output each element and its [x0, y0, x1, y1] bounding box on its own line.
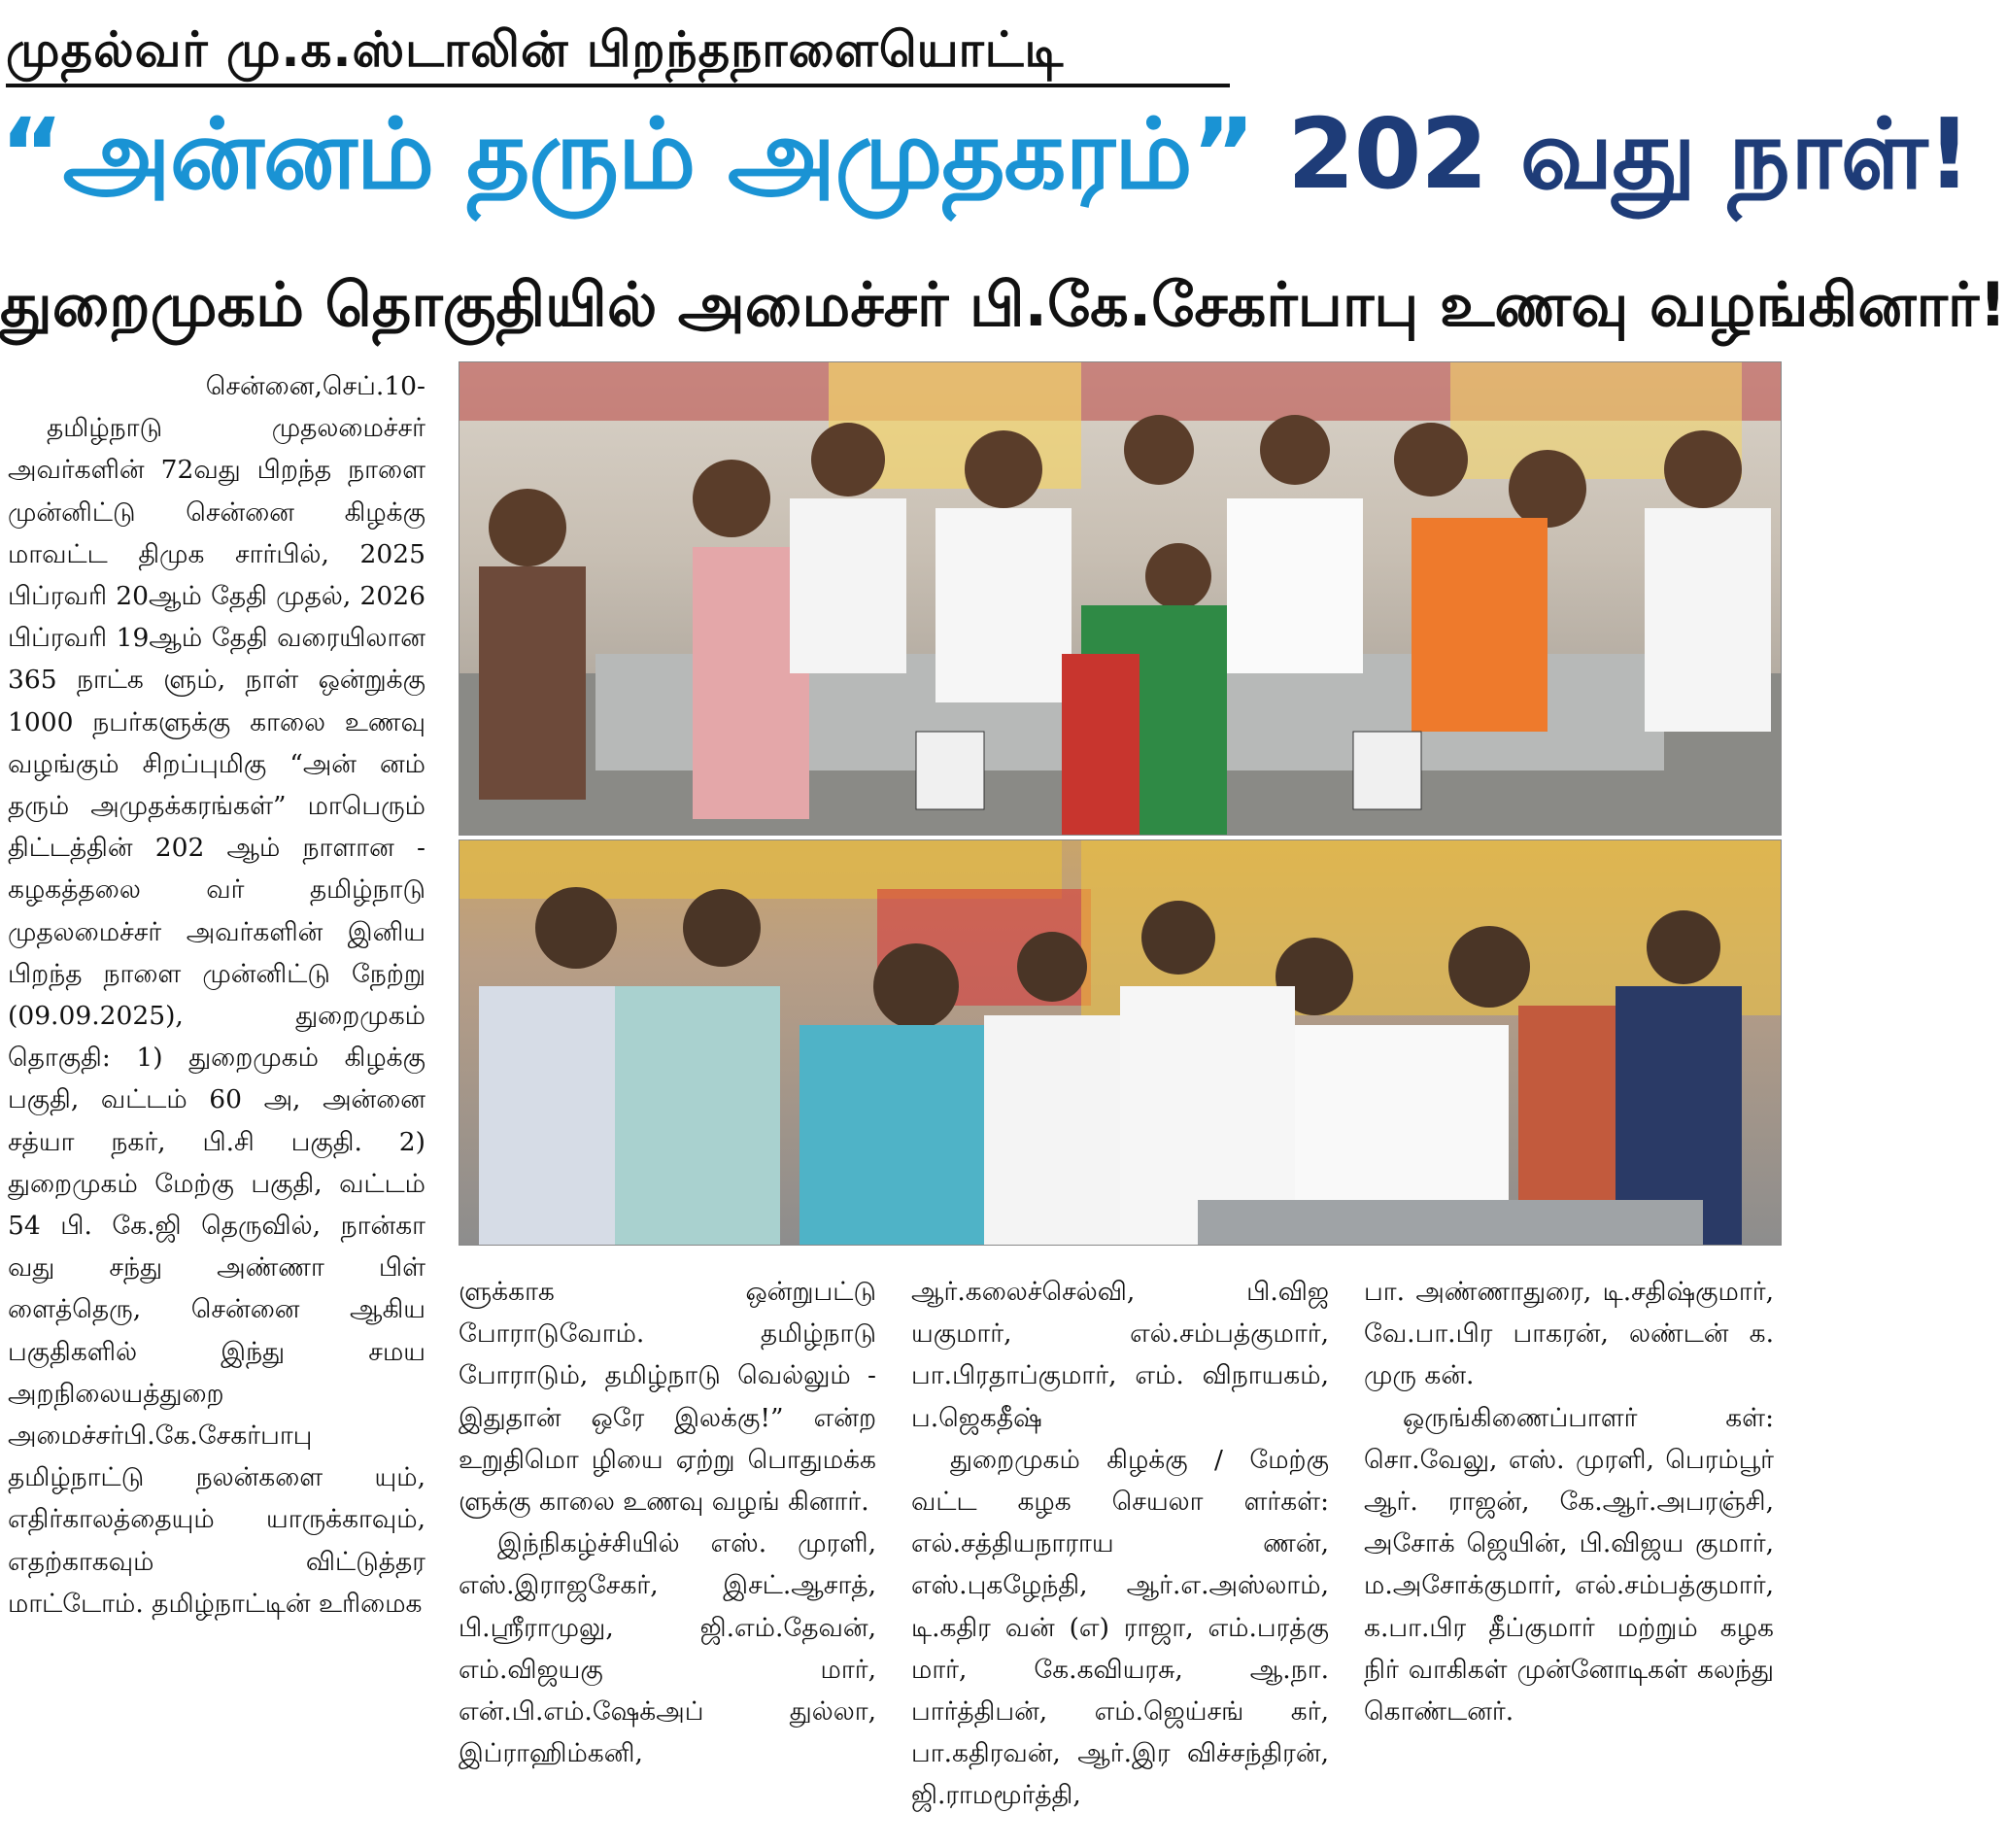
body-paragraph: பா. அண்ணாதுரை, டி.சதிஷ்குமார், வே.பா.பிர பாகரன், லண்டன் க. முரு கன்.	[1364, 1277, 1774, 1391]
photo-illustration	[459, 362, 1781, 835]
article-column-2	[459, 1271, 876, 1774]
kicker-underline	[6, 84, 1230, 87]
body-paragraph: தமிழ்நாடு முதலமைச்சர் அவர்களின் 72வது பிறந்த நாளை முன்னிட்டு சென்னை கிழக்கு மாவட்ட திமுக சார்பில், 2025 பிப்ரவரி 20ஆம் தேதி முதல், 2026 பிப்ரவரி 19ஆம் தேதி வரையிலான 365 நாட்க ளும், நாள் ஒன்றுக்கு 1000 நபர்களுக்கு காலை உணவு வழங்கும் சிறப்புமிகு “அன் னம் தரும் அமுதக்கரங்கள்” மாபெரும் திட்டத்தின் 202 ஆம் நாளான - கழகத்தலை வர் தமிழ்நாடு முதலமைச்சர் அவர்களின் இனிய பிறந்த நாளை முன்னிட்டு நேற்று (09.09.2025), துறைமுகம் தொகுதி: 1) துறைமுகம் கிழக்கு பகுதி, வட்டம் 60 அ, அன்னை சத்யா நகர், பி.சி பகுதி. 2) துறைமுகம் மேற்கு பகுதி, வட்டம் 54 பி. கே.ஜி தெருவில், நான்கா வது சந்து அண்ணா பிள் ளைத்தெரு, சென்னை ஆகிய பகுதிகளில் இந்து சமய அறநிலையத்துறை அமைச்சர்பி.கே.சேகர்பாபு தமிழ்நாட்டு நலன்களை யும், எதிர்காலத்தையும் யாருக்காவும், எதற்காகவும் விட்டுத்தர மாட்டோம். தமிழ்நாட்டின் உரிமைக	[8, 413, 425, 1619]
headline-quote: “அன்னம் தரும் அமுதகரம்”	[0, 97, 1255, 211]
body-paragraph: இந்நிகழ்ச்சியில் எஸ். முரளி, எஸ்.இராஜசேகர், இசட்.ஆசாத், பி.ஸ்ரீராமுலு, ஜி.எம்.தேவன், எம்.விஜயகு மார், என்.பி.எம்.ஷேக்அப் துல்லா, இப்ராஹிம்கனி,	[459, 1528, 876, 1769]
photo-food-distribution-top	[459, 361, 1782, 836]
article-column-4	[1364, 1271, 1774, 1732]
kicker: முதல்வர் மு.க.ஸ்டாலின் பிறந்தநாளையொட்டி	[6, 21, 1065, 78]
body-paragraph: ஒருங்கிணைப்பாளர் கள்: சொ.வேலு, எஸ். முரளி, பெரம்பூர் ஆர். ராஜன், கே.ஆர்.அபரஞ்சி, அசோக் ஜெயின், பி.விஜய குமார், ம.அசோக்குமார், எல்.சம்பத்குமார், க.பா.பிர தீப்குமார் மற்றும் கழக நிர் வாகிகள் முன்னோடிகள் கலந்து கொண்டனர்.	[1364, 1402, 1774, 1728]
photo-food-distribution-bottom	[459, 839, 1782, 1246]
subheadline: துறைமுகம் தொகுதியில் அமைச்சர் பி.கே.சேகர்பாபு உணவு வழங்கினார்!	[0, 269, 2007, 340]
headline	[0, 97, 1971, 212]
headline-day: 202 வது நாள்!	[1287, 97, 1971, 211]
dateline: சென்னை,செப்.10-	[205, 371, 425, 401]
body-paragraph: துறைமுகம் கிழக்கு / மேற்கு வட்ட கழக செயலா ளர்கள்: எல்.சத்தியநாராய ணன், எஸ்.புகழேந்தி, ஆர்.எ.அஸ்லாம், டி.கதிர வன் (எ) ராஜா, எம்.பரத்கு மார், கே.கவியரசு, ஆ.நா. பார்த்திபன், எம்.ஜெய்சங் கர், பா.கதிரவன், ஆர்.இர விச்சந்திரன், ஜி.ராமமூர்த்தி,	[911, 1444, 1329, 1811]
article-column-3	[911, 1271, 1329, 1817]
body-paragraph: ளுக்காக ஒன்றுபட்டு போராடுவோம். தமிழ்நாடு போராடும், தமிழ்நாடு வெல்லும் - இதுதான் ஒரே இலக்கு!” என்ற உறுதிமொ ழியை ஏற்று பொதுமக்க ளுக்கு காலை உணவு வழங் கினார்.	[459, 1277, 876, 1518]
body-paragraph: ஆர்.கலைச்செல்வி, பி.விஜ யகுமார், எல்.சம்பத்குமார், பா.பிரதாப்குமார், எம். விநாயகம், ப.ஜெகதீஷ்	[911, 1277, 1329, 1433]
article-column-1	[8, 365, 425, 1625]
photo-illustration	[459, 840, 1781, 1245]
